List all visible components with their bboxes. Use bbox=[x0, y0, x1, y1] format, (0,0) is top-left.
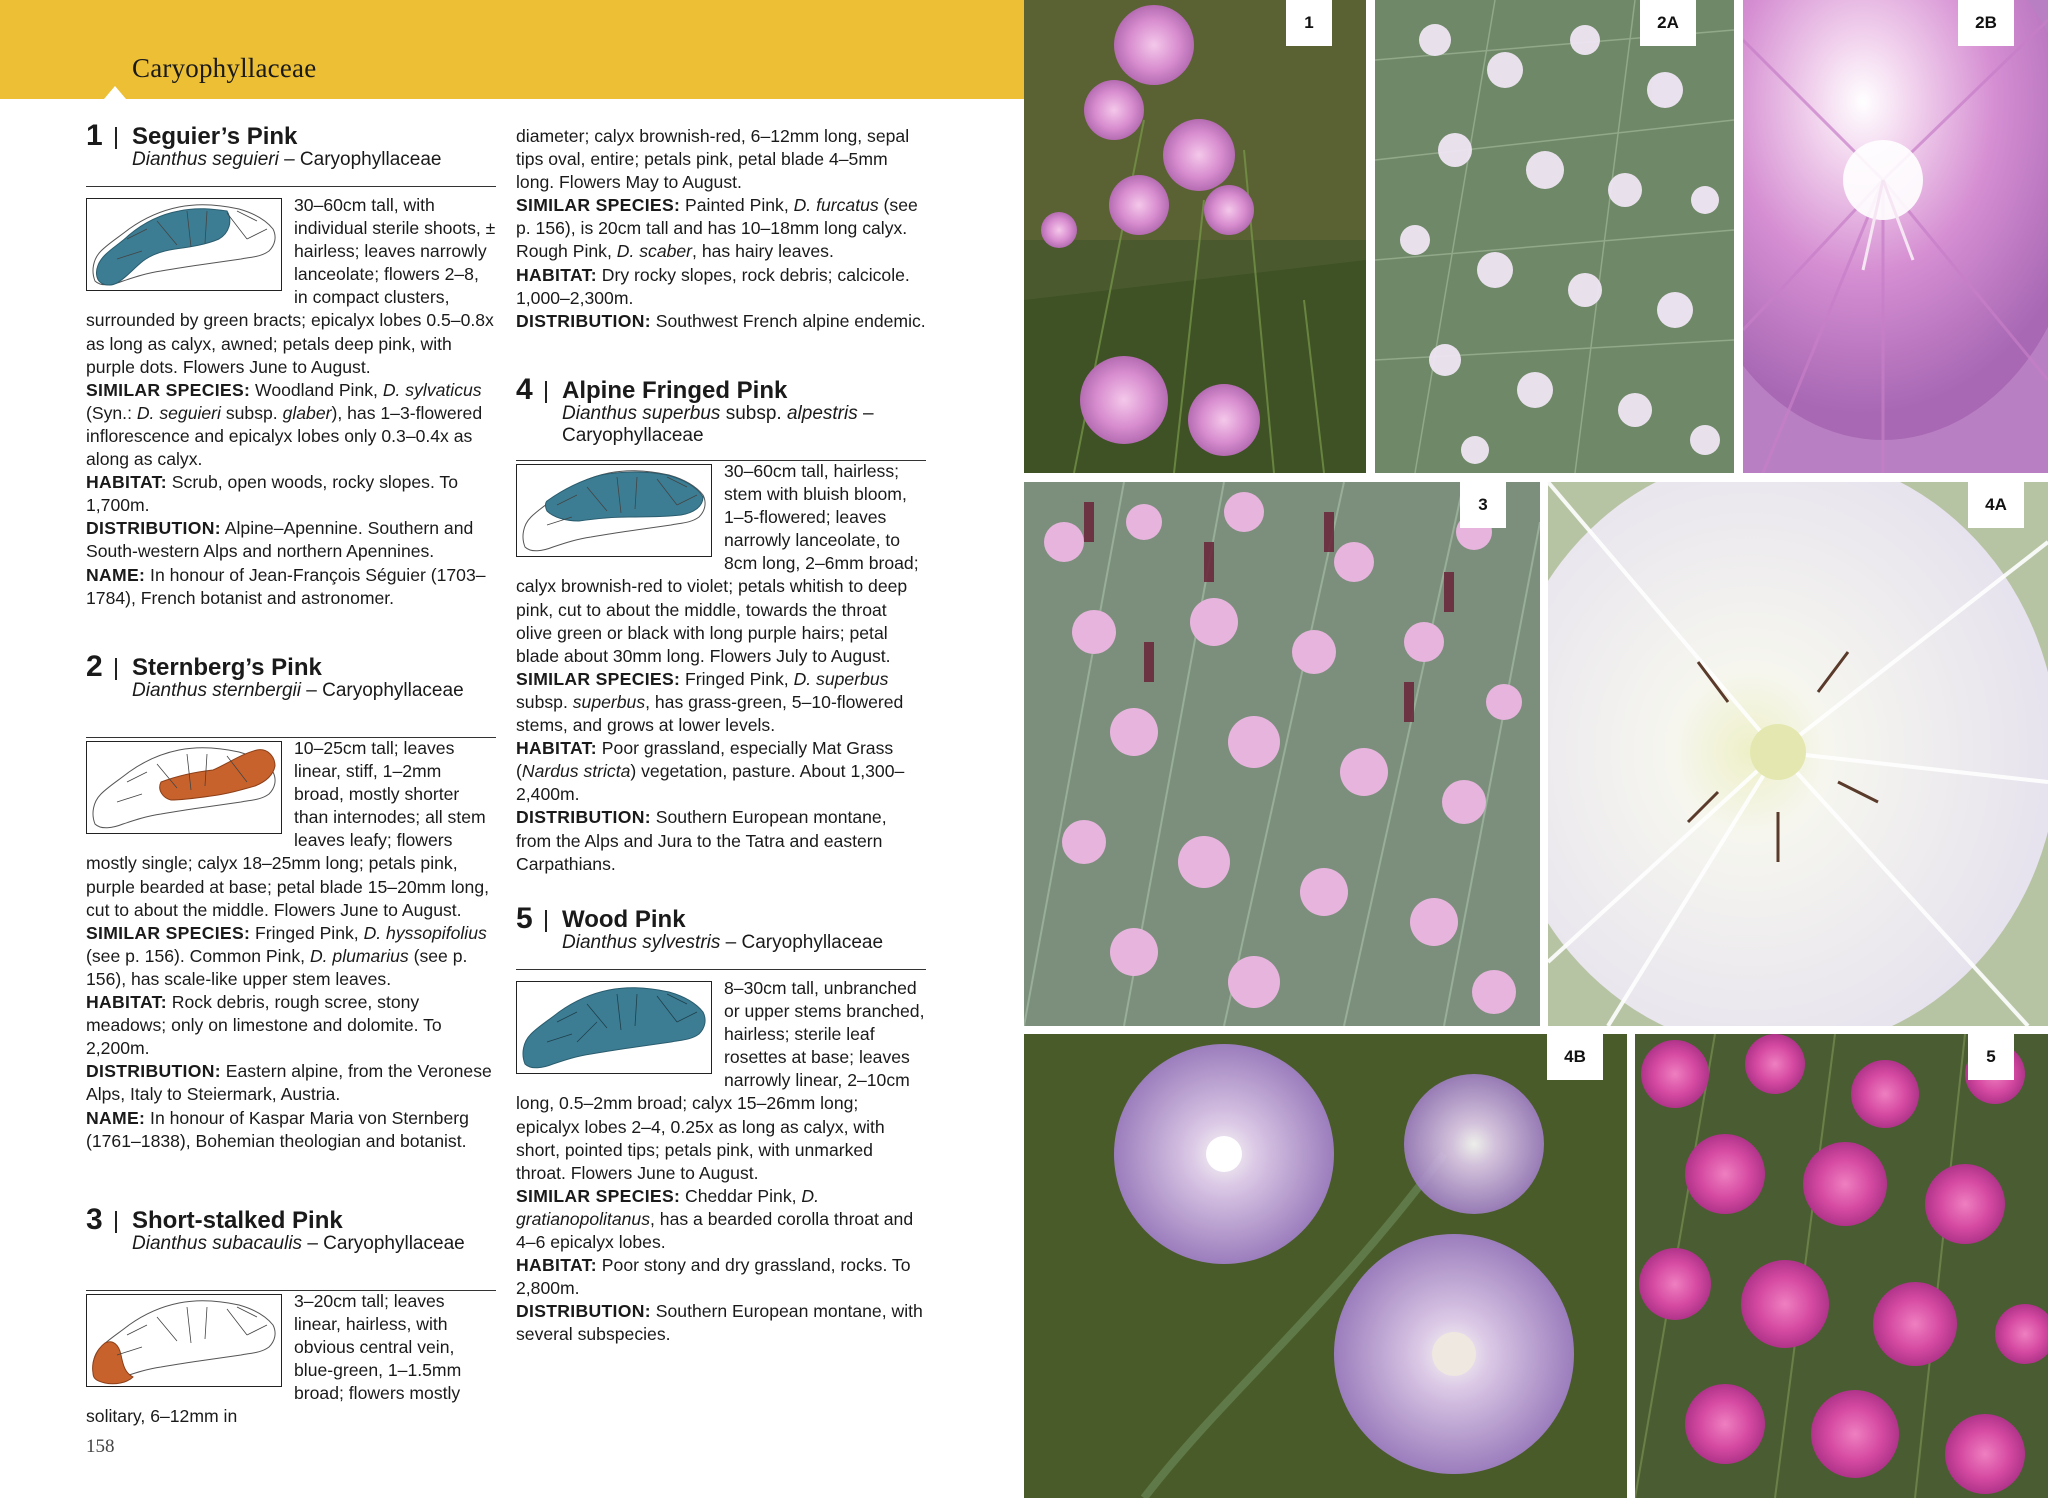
common-name: Short-stalked Pink bbox=[132, 1207, 343, 1234]
species-entry-2 bbox=[86, 650, 496, 1153]
photo-4b bbox=[1024, 1034, 1627, 1498]
species-heading bbox=[516, 902, 926, 972]
distribution-map bbox=[516, 981, 712, 1074]
species-entry-1 bbox=[86, 119, 496, 610]
species-description: 8–30cm tall, unbranched or upper stems branched, hairless; sterile leaf rosettes at base; leaves narrowly linear, 2–10cm long, 0.5–2mm broad; calyx 15–26mm long; epicalyx lobes 2–4, 0.25x as long as calyx, with short, pointed tips; petals pink, with unmarked throat. Flowers June to August. SIMILAR SPECIES: Cheddar Pink, D. gratianopolitanus, has a bearded corolla throat and 4–6 epicalyx lobes. HABITAT: Poor stony and dry grassland, rocks. To 2,800m. DISTRIBUTION: Southern European montane, with several subspecies. bbox=[516, 978, 925, 1345]
species-number: 4 bbox=[516, 373, 533, 406]
species-entry-3 bbox=[86, 1203, 496, 1429]
species-description: 30–60cm tall, with individual sterile shoots, ± hairless; leaves narrowly lanceolate; flowers 2–8, in compact clusters, surrounded by green bracts; epicalyx lobes 0.5–0.8x as long as calyx, awned; petals deep pink, with purple dots. Flowers June to August. SIMILAR SPECIES: Woodland Pink, D. sylvaticus (Syn.: D. seguieri subsp. glaber), has 1–3-flowered inflorescence and epicalyx lobes only 0.3–0.4x as along as calyx. HABITAT: Scrub, open woods, rocky slopes. To 1,700m. DISTRIBUTION: Alpine–Apennine. Southern and South-western Alps and northern Apennines. NAME: In honour of Jean-François Séguier (1703–1784), French botanist and astronomer. bbox=[86, 195, 496, 608]
species-description: 10–25cm tall; leaves linear, stiff, 1–2mm broad, mostly shorter than internodes; all stem leaves leafy; flowers mostly single; calyx 18–25mm long; petals pink, purple bearded at base; petal blade 15–20mm long, cut to about the middle. Flowers June to August. SIMILAR SPECIES: Fringed Pink, D. hyssopifolius (see p. 156). Common Pink, D. plumarius (see p. 156), has scale-like upper stem leaves. HABITAT: Rock debris, rough scree, stony meadows; only on limestone and dolomite. To 2,200m. DISTRIBUTION: Eastern alpine, from the Veronese Alps, Italy to Steiermark, Austria. NAME: In honour of Kaspar Maria von Sternberg (1761–1838), Bohemian theologian and botanist. bbox=[86, 738, 492, 1151]
photo-2b bbox=[1743, 0, 2048, 473]
right-page-photos bbox=[1024, 0, 2048, 1498]
family-title: Caryophyllaceae bbox=[132, 53, 317, 83]
species-number: 5 bbox=[516, 902, 533, 935]
species-number: 1 bbox=[86, 119, 103, 152]
number-divider bbox=[545, 910, 547, 932]
photo-label-1: 1 bbox=[1286, 0, 1332, 46]
common-name: Alpine Fringed Pink bbox=[562, 377, 788, 404]
common-name: Wood Pink bbox=[562, 906, 686, 933]
photo-1 bbox=[1024, 0, 1366, 473]
species-heading bbox=[86, 1203, 496, 1293]
family-header-band bbox=[0, 0, 1024, 99]
distribution-map bbox=[86, 198, 282, 291]
photo-label-3: 3 bbox=[1460, 482, 1506, 528]
photo-label-4b: 4B bbox=[1547, 1034, 1603, 1080]
species-heading bbox=[516, 373, 926, 463]
photo-5 bbox=[1635, 1034, 2048, 1498]
species-entry-5 bbox=[516, 902, 926, 1347]
species-number: 3 bbox=[86, 1203, 103, 1236]
scientific-name: Dianthus subacaulis – Caryophyllaceae bbox=[132, 1233, 465, 1254]
species-heading bbox=[86, 119, 496, 189]
photo-2a bbox=[1375, 0, 1734, 473]
species-entry-3-continued bbox=[516, 125, 926, 333]
distribution-map bbox=[86, 741, 282, 834]
common-name: Seguier’s Pink bbox=[132, 123, 298, 150]
species-entry-4 bbox=[516, 373, 926, 876]
page-number: 158 bbox=[86, 1436, 115, 1457]
species-description: diameter; calyx brownish-red, 6–12mm long, sepal tips oval, entire; petals pink, petal blade 4–5mm long. Flowers May to August. SIMILAR SPECIES: Painted Pink, D. furcatus (see p. 156), is 20cm tall and has 10–18mm long calyx. Rough Pink, D. scaber, has hairy leaves. HABITAT: Dry rocky slopes, rock debris; calcicole. 1,000–2,300m. DISTRIBUTION: Southwest French alpine endemic. bbox=[516, 126, 926, 331]
scientific-name: Dianthus seguieri – Caryophyllaceae bbox=[132, 149, 442, 170]
species-description: 30–60cm tall, hairless; stem with bluish bloom, 1–5-flowered; leaves narrowly lanceolate, to 8cm long, 2–6mm broad; calyx brownish-red to violet; petals whitish to deep pink, cut to about the middle, towards the throat olive green or black with long purple hairs; petal blade about 30mm long. Flowers July to August. SIMILAR SPECIES: Fringed Pink, D. superbus subsp. superbus, has grass-green, 5–10-flowered stems, and grows at lower levels. HABITAT: Poor grassland, especially Mat Grass (Nardus stricta) vegetation, pasture. About 1,300–2,400m. DISTRIBUTION: Southern European montane, from the Alps and Jura to the Tatra and eastern Carpathians. bbox=[516, 461, 919, 874]
photo-label-2a: 2A bbox=[1640, 0, 1696, 46]
species-description: 3–20cm tall; leaves linear, hairless, with obvious central vein, blue-green, 1–1.5mm broad; flowers mostly solitary, 6–12mm in bbox=[86, 1291, 462, 1427]
common-name: Sternberg’s Pink bbox=[132, 654, 322, 681]
scientific-name: Dianthus sylvestris – Caryophyllaceae bbox=[562, 932, 884, 953]
photo-3 bbox=[1024, 482, 1540, 1026]
heading-rule bbox=[516, 969, 926, 970]
header-notch bbox=[104, 86, 126, 99]
species-number: 2 bbox=[86, 650, 103, 683]
distribution-map bbox=[516, 464, 712, 557]
photo-label-2b: 2B bbox=[1958, 0, 2014, 46]
number-divider bbox=[115, 127, 117, 149]
distribution-map bbox=[86, 1294, 282, 1387]
number-divider bbox=[115, 1211, 117, 1233]
number-divider bbox=[115, 658, 117, 680]
heading-rule bbox=[86, 186, 496, 187]
scientific-name: Dianthus sternbergii – Caryophyllaceae bbox=[132, 680, 464, 701]
species-heading bbox=[86, 650, 496, 740]
number-divider bbox=[545, 381, 547, 403]
photo-label-4a: 4A bbox=[1968, 482, 2024, 528]
photo-4a bbox=[1548, 482, 2048, 1026]
scientific-name: Dianthus superbus subsp. alpestris – Caryophyllaceae bbox=[562, 403, 874, 446]
photo-label-5: 5 bbox=[1968, 1034, 2014, 1080]
